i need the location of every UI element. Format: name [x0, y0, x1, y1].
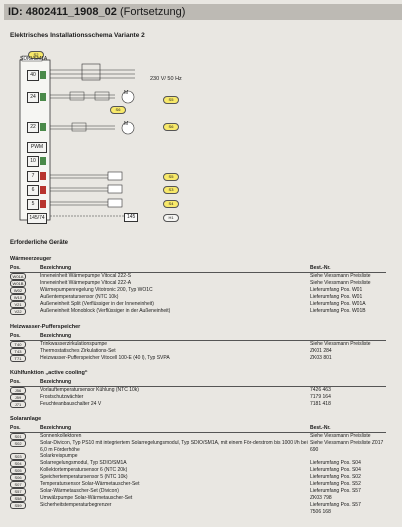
table-row: S05 Kollektortemperatursensor 6 (NTC 20k) Lieferumfang Pos. S04	[10, 467, 386, 474]
section-title-kuehlfunktion: Kühlfunktion „active cooling“	[10, 370, 88, 376]
box-145: 145	[124, 213, 138, 222]
table-row: W02 Wärmepumpenregelung Vitotronic 200, Typ WO1C Lieferumfang Pos. W01	[10, 287, 386, 294]
connector-block	[40, 93, 46, 101]
label-s6: S6	[110, 106, 126, 114]
table-row: S07 Temperatursensor Solar-Wärmetauscher-Set Lieferumfang Pos. S52	[10, 481, 386, 488]
schema-title: Elektrisches Installationsschema Variante 2	[10, 32, 145, 39]
table-row: J59 Frostschutzwächter 7179 164	[10, 394, 386, 401]
table-header: Pos. Bezeichnung Best.-Nr.	[10, 264, 386, 273]
table-header: Pos. Bezeichnung Best.-Nr.	[10, 424, 386, 433]
table-row: W01A Inneneinheit Wärmepumpe Vitocal 222-S Siehe Viessmann Preisliste	[10, 273, 386, 280]
wiring-diagram	[0, 40, 402, 230]
table-row: S03 Solarkreispumpe	[10, 453, 386, 460]
table-solaranlage	[10, 424, 386, 516]
table-kuehlfunktion	[10, 378, 386, 408]
table-row: S01 Sonnenkollektoren Siehe Viessmann Preisliste	[10, 433, 386, 440]
document-header	[4, 4, 402, 20]
table-row: T71 Heizwasser-Pufferspeicher Vitocell 100-E (40 l), Typ SVPA ZK03 801	[10, 355, 386, 362]
section-title-pufferspeicher: Heizwasser-Pufferspeicher	[10, 324, 81, 330]
table-row: J56 Vorlauftemperatursensor Kühlung (NTC 10k) 7426 463	[10, 387, 386, 394]
motor-label: M	[124, 121, 129, 127]
connector-block	[40, 186, 46, 194]
table-waermeerzeuger	[10, 264, 386, 315]
label-s5: S5	[163, 96, 179, 104]
table-pufferspeicher	[10, 332, 386, 362]
table-row: V22 Außeneinheit Monoblock (Verflüssiger in der Außeneinheit) Lieferumfang Pos. W01B	[10, 308, 386, 315]
table-row: W01B Inneneinheit Wärmepumpe Vitocal 222-A Siehe Viessmann Preisliste	[10, 280, 386, 287]
label-s2: S2	[28, 51, 44, 59]
terminal-22: 22	[27, 122, 39, 133]
table-row: J71 Feuchteanbauschalter 24 V 7181 418	[10, 401, 386, 408]
required-devices-title: Erforderliche Geräte	[10, 240, 69, 246]
terminal-10: 10	[27, 156, 39, 167]
connector-block	[40, 123, 46, 131]
table-row: 7506 168	[310, 509, 331, 515]
label-h1: H1	[163, 214, 179, 222]
motor-label: M	[124, 90, 129, 96]
label-s6: S6	[163, 123, 179, 131]
document-id: ID: 4802411_1908_02 (Fortsetzung)	[8, 6, 186, 18]
terminal-5: 5	[27, 199, 39, 210]
table-row: S57 Solar-Wärmetauscher-Set (Divicon) Lieferumfang Pos. S57	[10, 488, 386, 495]
terminal-145-74: 145/74	[27, 213, 47, 224]
wiring-lines	[0, 40, 402, 230]
terminal-pwm: PWM	[27, 142, 47, 153]
section-title-solaranlage: Solaranlage	[10, 416, 42, 422]
terminal-6: 6	[27, 185, 39, 196]
label-s4: S4	[163, 200, 179, 208]
table-row: W10 Außentemperatursensor (NTC 10k) Lieferumfang Pos. W01	[10, 294, 386, 301]
table-row: S59 Sicherheitstemperaturbegrenzer Lieferumfang Pos. S57	[10, 502, 386, 509]
table-row: S02 Solar-Divicon, Typ PS10 mit integriertem Solarregelungsmodul, Typ SDIO/SM1A, mit einem För-derstrom bis 1000 l/h bei 6,0 m Förderhöhe Siehe Viessmann Preisliste Z017 690	[10, 440, 386, 453]
connector-block	[40, 71, 46, 79]
connector-block	[40, 157, 46, 165]
table-header: Pos. Bezeichnung	[10, 332, 386, 341]
table-row: S58 Umwälzpumpe Solar-Wärmetauscher-Set ZK03 798	[10, 495, 386, 502]
label-s3: S3	[163, 186, 179, 194]
terminal-7: 7	[27, 171, 39, 182]
terminal-40: 40	[27, 70, 39, 81]
connector-block	[40, 200, 46, 208]
module-name: SDIO/SM1A	[20, 56, 48, 62]
connector-block	[40, 172, 46, 180]
table-row: T43 Thermostatisches Zirkulations-Set ZK01 284	[10, 348, 386, 355]
table-row: V21 Außeneinheit Split (Verflüssiger in der Inneneinheit) Lieferumfang Pos. W01A	[10, 301, 386, 308]
section-title-waermeerzeuger: Wärmeerzeuger	[10, 256, 52, 262]
table-row: S04 Solarregelungsmodul, Typ SDIO/SM1A Lieferumfang Pos. S04	[10, 460, 386, 467]
table-row: T40 Trinkwasserzirkulationspumpe Siehe Viessmann Preisliste	[10, 341, 386, 348]
label-s5: S5	[163, 173, 179, 181]
terminal-24: 24	[27, 92, 39, 103]
table-row: S06 Speichertemperatursensor 5 (NTC 10k) Lieferumfang Pos. S02	[10, 474, 386, 481]
table-header: Pos. Bezeichnung	[10, 378, 386, 387]
voltage-label: 230 V/ 50 Hz	[150, 76, 182, 82]
